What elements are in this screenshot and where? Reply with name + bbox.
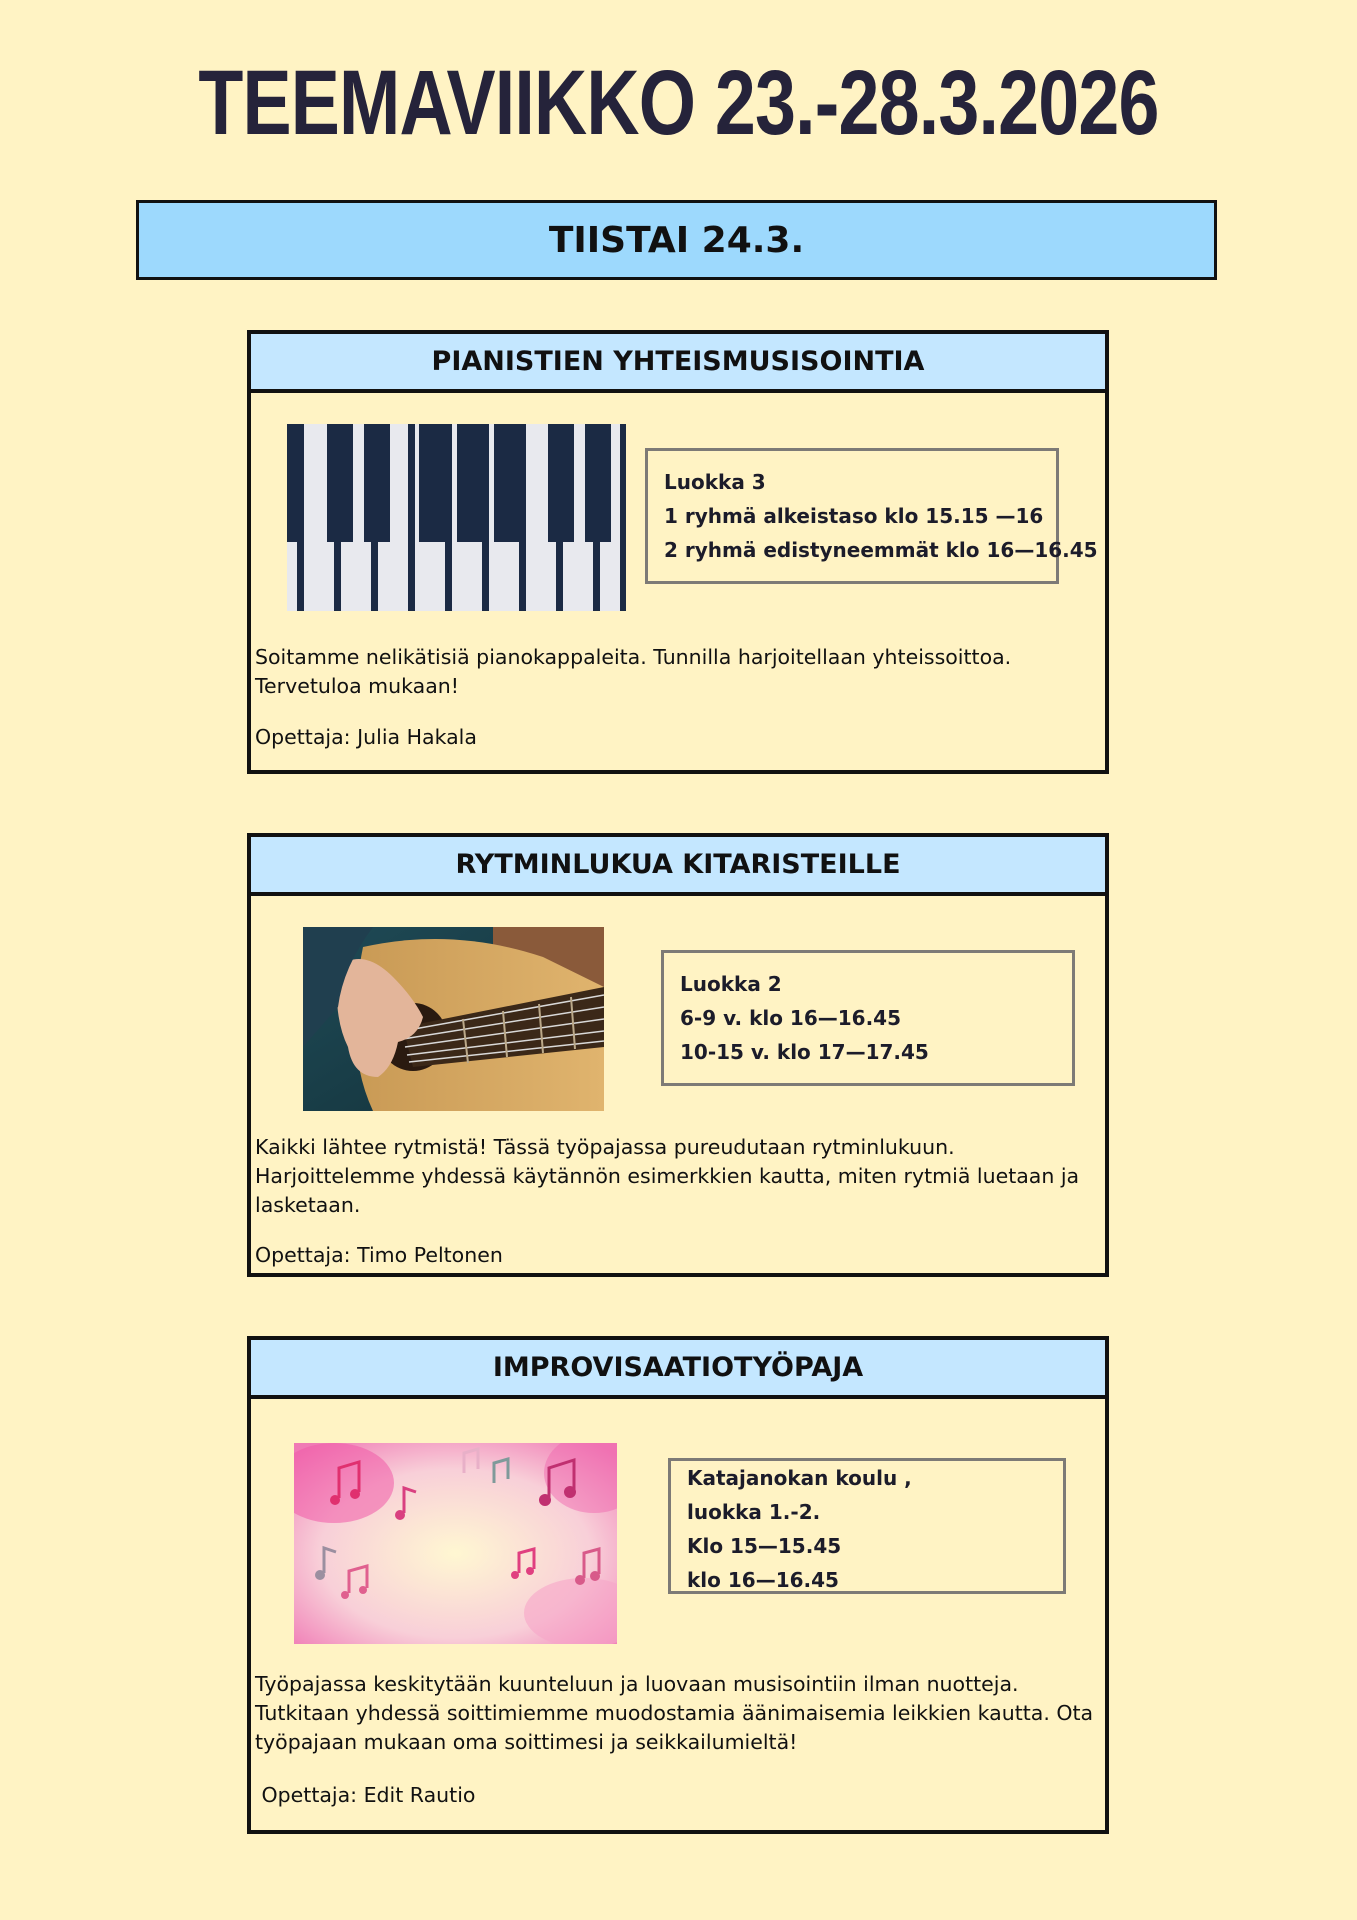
schedule-line: klo 16—16.45: [687, 1568, 839, 1592]
page-title: TEEMAVIIKKO 23.-28.3.2026: [198, 52, 1159, 154]
schedule-line: Klo 15—15.45: [687, 1534, 842, 1558]
teacher-name: Opettaja: Timo Peltonen: [255, 1243, 503, 1267]
workshop-description: Kaikki lähtee rytmistä! Tässä työpajassa pureudutaan rytminlukuun. Harjoittelemme yhdessä käytännön esimerkkien kautta, miten rytmiä luetaan ja lasketaan.: [255, 1135, 1080, 1217]
workshop-card-guitar: [247, 833, 1109, 1277]
schedule-line: 1 ryhmä alkeistaso klo 15.15 —16: [664, 504, 1044, 528]
piano-keys-icon: [287, 424, 626, 611]
schedule-line: Katajanokan koulu ,: [687, 1466, 912, 1490]
music-notes-image: [294, 1443, 617, 1644]
workshop-description: Soitamme nelikätisiä pianokappaleita. Tunnilla harjoitellaan yhteissoittoa. Tervetuloa mukaan!: [255, 645, 1012, 698]
teacher-name: Opettaja: Julia Hakala: [255, 725, 477, 749]
workshop-title: PIANISTIEN YHTEISMUSISOINTIA: [251, 334, 1105, 393]
workshop-card-piano: [247, 330, 1109, 774]
workshop-title: RYTMINLUKUA KITARISTEILLE: [251, 837, 1105, 896]
workshop-description: Työpajassa keskitytään kuunteluun ja luovaan musisointiin ilman nuotteja. Tutkitaan yhdessä soittimiemme muodostamia äänimaisemia leikkien kautta. Ota työpajaan mukaan oma soittimesi ja seikkailumieltä!: [255, 1672, 1094, 1754]
schedule-line: 10-15 v. klo 17—17.45: [680, 1040, 929, 1064]
schedule-line: luokka 1.-2.: [687, 1500, 821, 1524]
guitar-photo: [303, 927, 604, 1111]
schedule-box: [668, 1458, 1066, 1594]
workshop-card-improvisation: [247, 1336, 1109, 1834]
workshop-title: IMPROVISAATIOTYÖPAJA: [251, 1340, 1105, 1399]
day-banner: [136, 200, 1217, 280]
schedule-box: [661, 950, 1075, 1086]
schedule-line: 2 ryhmä edistyneemmät klo 16—16.45: [664, 538, 1098, 562]
schedule-line: 6-9 v. klo 16—16.45: [680, 1006, 902, 1030]
teacher-name: Opettaja: Edit Rautio: [255, 1783, 476, 1807]
schedule-line: Luokka 3: [664, 470, 766, 494]
schedule-line: Luokka 2: [680, 972, 782, 996]
day-label: TIISTAI 24.3.: [548, 219, 805, 261]
schedule-box: [645, 448, 1098, 584]
